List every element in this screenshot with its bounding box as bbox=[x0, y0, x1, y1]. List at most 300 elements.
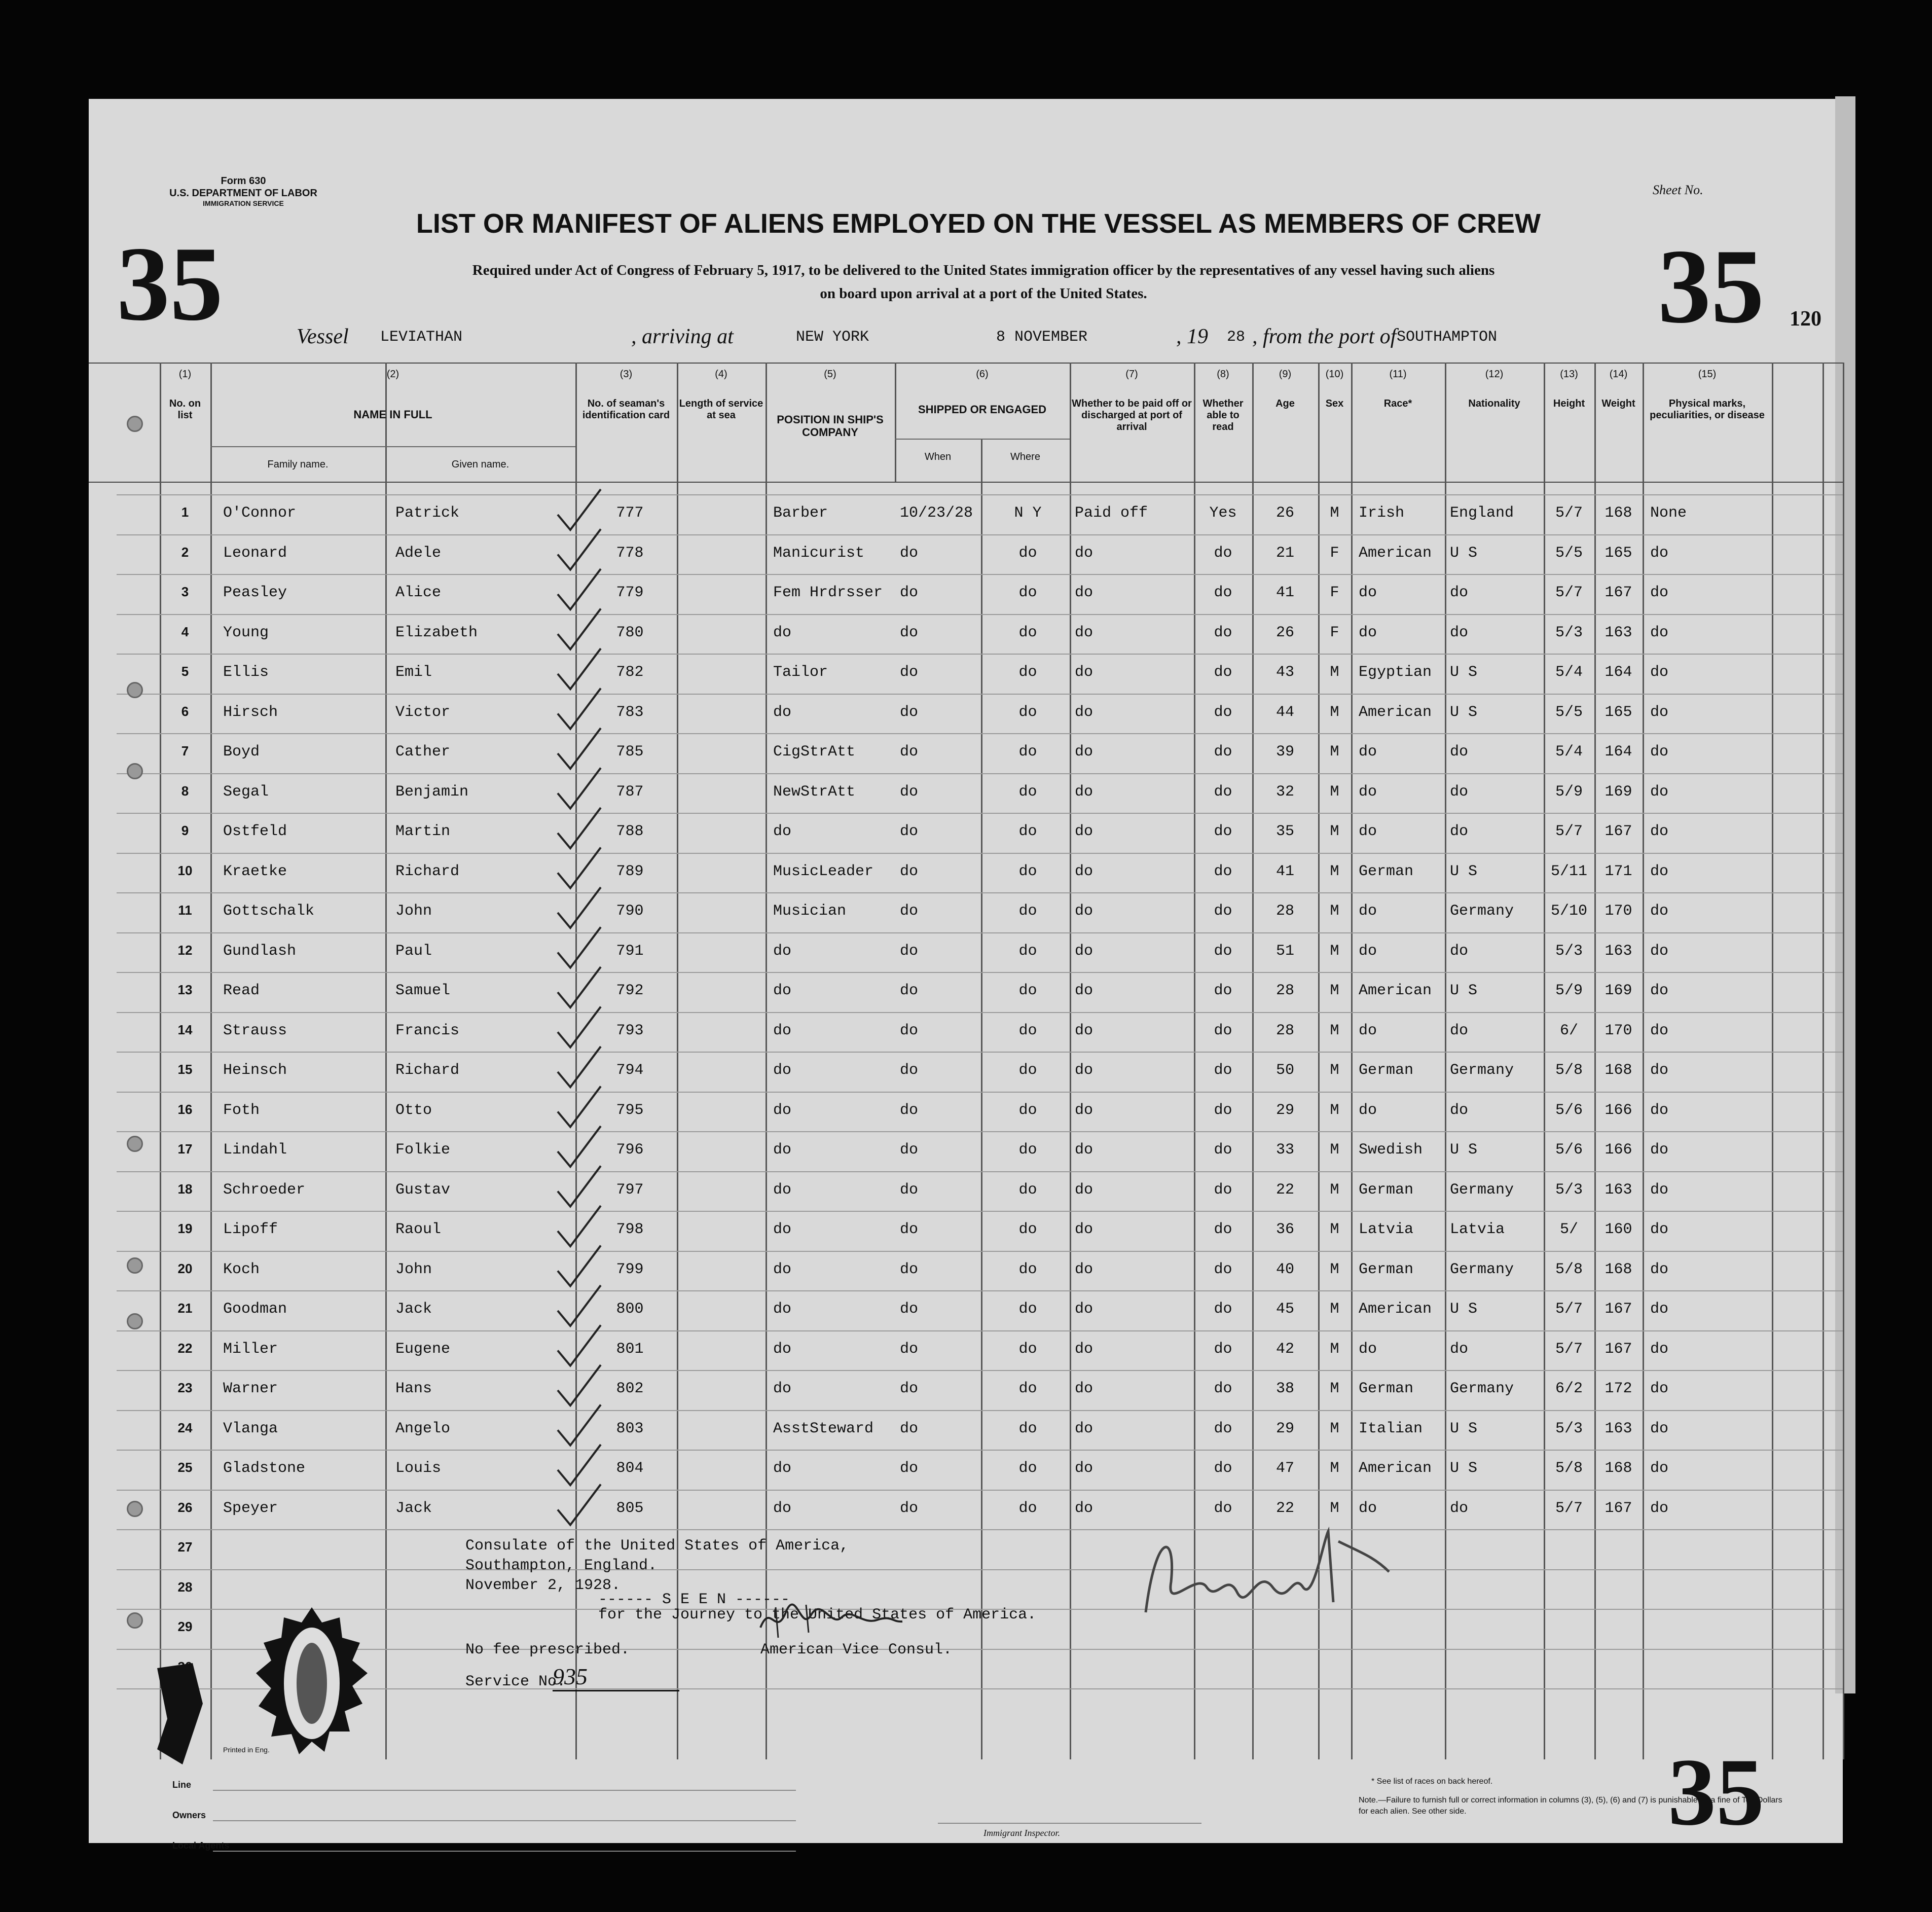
row-2-age: 21 bbox=[1275, 544, 1294, 562]
row-26-card: 805 bbox=[616, 1499, 644, 1517]
row-26-marks: do bbox=[1650, 1499, 1669, 1517]
sheet-number-right: 35 bbox=[1658, 228, 1764, 345]
row-22-nat: do bbox=[1450, 1340, 1469, 1358]
row-1-marks: None bbox=[1650, 504, 1687, 522]
row-6-nat: U S bbox=[1450, 703, 1478, 721]
row-20-position: do bbox=[773, 1260, 792, 1278]
row-19-no: 19 bbox=[177, 1221, 193, 1236]
stamp-mark-icon bbox=[147, 1658, 208, 1775]
races-footnote: * See list of races on back hereof. bbox=[1371, 1777, 1493, 1786]
arriving-port: NEW YORK bbox=[796, 329, 869, 346]
form-number: Form 630 bbox=[221, 175, 266, 187]
punch-hole bbox=[127, 1136, 143, 1152]
row-21-marks: do bbox=[1650, 1301, 1669, 1318]
row-11-family: Gottschalk bbox=[223, 903, 315, 920]
row-25-marks: do bbox=[1650, 1460, 1669, 1477]
row-17-nat: U S bbox=[1450, 1141, 1478, 1159]
row-2-nat: U S bbox=[1450, 544, 1478, 562]
row-13-read: do bbox=[1214, 982, 1232, 999]
row-21-age: 45 bbox=[1275, 1301, 1294, 1318]
row-26-sex: M bbox=[1330, 1499, 1339, 1517]
row-2-family: Leonard bbox=[223, 544, 287, 562]
row-19-height: 5/ bbox=[1559, 1221, 1578, 1238]
row-7-card: 785 bbox=[616, 743, 644, 761]
row-22-when: do bbox=[900, 1340, 919, 1358]
check-mark-icon bbox=[558, 768, 601, 809]
row-16-no: 16 bbox=[177, 1101, 193, 1117]
row-8-card: 787 bbox=[616, 783, 644, 801]
column-header-6: SHIPPED OR ENGAGED bbox=[918, 403, 1047, 416]
row-22-marks: do bbox=[1650, 1340, 1669, 1358]
row-24-weight: 163 bbox=[1605, 1420, 1632, 1437]
row-5-nat: U S bbox=[1450, 664, 1478, 681]
row-13-weight: 169 bbox=[1605, 982, 1632, 999]
local-agents-label: Local Agents bbox=[172, 1841, 230, 1851]
row-4-position: do bbox=[773, 624, 792, 641]
row-20-marks: do bbox=[1650, 1260, 1669, 1278]
column-header-10: Sex bbox=[1325, 398, 1344, 409]
row-24-where: do bbox=[1018, 1420, 1037, 1437]
row-5-age: 43 bbox=[1275, 664, 1294, 681]
row-7-sex: M bbox=[1330, 743, 1339, 761]
row-17-read: do bbox=[1214, 1141, 1232, 1159]
check-mark-icon bbox=[558, 728, 601, 769]
check-mark-icon bbox=[558, 1047, 601, 1087]
row-14-sex: M bbox=[1330, 1022, 1339, 1039]
row-15-marks: do bbox=[1650, 1062, 1669, 1079]
row-10-when: do bbox=[900, 862, 919, 880]
row-7-given: Cather bbox=[395, 743, 451, 761]
row-10-nat: U S bbox=[1450, 862, 1478, 880]
row-11-age: 28 bbox=[1275, 903, 1294, 920]
row-23-paid: do bbox=[1075, 1380, 1093, 1397]
row-16-read: do bbox=[1214, 1101, 1232, 1119]
punch-hole bbox=[127, 763, 143, 779]
row-25-paid: do bbox=[1075, 1460, 1093, 1477]
row-6-weight: 165 bbox=[1605, 703, 1632, 721]
row-24-card: 803 bbox=[616, 1420, 644, 1437]
row-19-family: Lipoff bbox=[223, 1221, 278, 1238]
row-11-when: do bbox=[900, 903, 919, 920]
row-24-paid: do bbox=[1075, 1420, 1093, 1437]
row-20-given: John bbox=[395, 1260, 432, 1278]
row-9-read: do bbox=[1214, 823, 1232, 840]
row-19-race: Latvia bbox=[1359, 1221, 1414, 1238]
row-7-marks: do bbox=[1650, 743, 1669, 761]
row-18-when: do bbox=[900, 1181, 919, 1199]
row-15-read: do bbox=[1214, 1062, 1232, 1079]
row-3-nat: do bbox=[1450, 584, 1469, 601]
row-5-marks: do bbox=[1650, 664, 1669, 681]
row-26-age: 22 bbox=[1275, 1499, 1294, 1517]
row-22-where: do bbox=[1018, 1340, 1037, 1358]
row-24-when: do bbox=[900, 1420, 919, 1437]
row-11-sex: M bbox=[1330, 903, 1339, 920]
row-8-sex: M bbox=[1330, 783, 1339, 801]
row-5-height: 5/4 bbox=[1555, 664, 1583, 681]
row-22-position: do bbox=[773, 1340, 792, 1358]
page-reference: 120 bbox=[1790, 307, 1821, 331]
subheader-when: When bbox=[924, 451, 952, 462]
check-mark-icon bbox=[558, 1206, 601, 1246]
vessel-label: Vessel bbox=[297, 325, 349, 348]
row-21-card: 800 bbox=[616, 1301, 644, 1318]
row-2-given: Adele bbox=[395, 544, 442, 562]
row-20-race: German bbox=[1359, 1260, 1414, 1278]
check-mark-icon bbox=[558, 848, 601, 888]
row-12-read: do bbox=[1214, 942, 1232, 960]
row-21-weight: 167 bbox=[1605, 1301, 1632, 1318]
row-6-no: 6 bbox=[181, 703, 189, 719]
row-26-position: do bbox=[773, 1499, 792, 1517]
row-23-when: do bbox=[900, 1380, 919, 1397]
row-6-read: do bbox=[1214, 703, 1232, 721]
column-header-15: Physical marks, peculiarities, or disease bbox=[1650, 398, 1765, 421]
row-17-when: do bbox=[900, 1141, 919, 1159]
row-4-paid: do bbox=[1075, 624, 1093, 641]
row-20-height: 5/8 bbox=[1555, 1260, 1583, 1278]
column-number-14: (14) bbox=[1609, 369, 1628, 380]
row-16-height: 5/6 bbox=[1555, 1101, 1583, 1119]
row-9-age: 35 bbox=[1275, 823, 1294, 840]
row-1-paid: Paid off bbox=[1075, 504, 1148, 522]
row-5-position: Tailor bbox=[773, 664, 828, 681]
sheet-no-label: Sheet No. bbox=[1653, 183, 1703, 197]
row-26-race: do bbox=[1359, 1499, 1377, 1517]
row-10-height: 5/11 bbox=[1550, 862, 1587, 880]
row-21-paid: do bbox=[1075, 1301, 1093, 1318]
row-19-where: do bbox=[1018, 1221, 1037, 1238]
subtitle-line-1: Required under Act of Congress of February 5, 1917, to be delivered to the United States immigration officer by the representatives of any vessel having such aliens bbox=[472, 262, 1495, 278]
row-20-where: do bbox=[1018, 1260, 1037, 1278]
check-mark-icon bbox=[558, 648, 601, 689]
row-23-height: 6/2 bbox=[1555, 1380, 1583, 1397]
row-15-no: 15 bbox=[177, 1062, 193, 1077]
row-19-read: do bbox=[1214, 1221, 1232, 1238]
row-18-card: 797 bbox=[616, 1181, 644, 1199]
row-1-when: 10/23/28 bbox=[900, 504, 973, 522]
row-18-where: do bbox=[1018, 1181, 1037, 1199]
row-6-paid: do bbox=[1075, 703, 1093, 721]
row-20-weight: 168 bbox=[1605, 1260, 1632, 1278]
row-8-height: 5/9 bbox=[1555, 783, 1583, 801]
check-mark-icon bbox=[558, 1285, 601, 1326]
column-number-11: (11) bbox=[1389, 369, 1407, 380]
row-6-age: 44 bbox=[1275, 703, 1294, 721]
row-21-height: 5/7 bbox=[1555, 1301, 1583, 1318]
column-number-12: (12) bbox=[1485, 369, 1504, 380]
row-5-sex: M bbox=[1330, 664, 1339, 681]
row-17-marks: do bbox=[1650, 1141, 1669, 1159]
subheader-family: Family name. bbox=[267, 459, 329, 470]
row-20-paid: do bbox=[1075, 1260, 1093, 1278]
row-12-age: 51 bbox=[1275, 942, 1294, 960]
row-21-position: do bbox=[773, 1301, 792, 1318]
row-2-no: 2 bbox=[181, 544, 189, 560]
row-4-when: do bbox=[900, 624, 919, 641]
row-18-no: 18 bbox=[177, 1181, 193, 1197]
row-17-position: do bbox=[773, 1141, 792, 1159]
row-14-age: 28 bbox=[1275, 1022, 1294, 1039]
row-16-marks: do bbox=[1650, 1101, 1669, 1119]
row-2-where: do bbox=[1018, 544, 1037, 562]
page-title: LIST OR MANIFEST OF ALIENS EMPLOYED ON THE VESSEL AS MEMBERS OF CREW bbox=[416, 208, 1541, 239]
consulate-line-1: Consulate of the United States of America, bbox=[465, 1537, 849, 1555]
row-23-nat: Germany bbox=[1450, 1380, 1514, 1397]
row-8-position: NewStrAtt bbox=[773, 783, 856, 801]
column-number-6: (6) bbox=[976, 369, 989, 380]
row-26-when: do bbox=[900, 1499, 919, 1517]
row-8-family: Segal bbox=[223, 783, 269, 801]
row-15-height: 5/8 bbox=[1555, 1062, 1583, 1079]
row-15-position: do bbox=[773, 1062, 792, 1079]
row-18-height: 5/3 bbox=[1555, 1181, 1583, 1199]
row-14-read: do bbox=[1214, 1022, 1232, 1039]
row-3-card: 779 bbox=[616, 584, 644, 601]
row-3-age: 41 bbox=[1275, 584, 1294, 601]
row-4-race: do bbox=[1359, 624, 1377, 641]
vice-consul-title: American Vice Consul. bbox=[760, 1641, 953, 1658]
row-11-card: 790 bbox=[616, 903, 644, 920]
row-4-sex: F bbox=[1330, 624, 1339, 641]
row-23-given: Hans bbox=[395, 1380, 432, 1397]
journey-text: for the Journey to the United States of America. bbox=[598, 1606, 1037, 1624]
row-19-paid: do bbox=[1075, 1221, 1093, 1238]
row-13-given: Samuel bbox=[395, 982, 451, 999]
row-22-no: 22 bbox=[177, 1340, 193, 1356]
row-8-given: Benjamin bbox=[395, 783, 469, 801]
row-12-paid: do bbox=[1075, 942, 1093, 960]
row-12-weight: 163 bbox=[1605, 942, 1632, 960]
row-19-given: Raoul bbox=[395, 1221, 442, 1238]
row-6-position: do bbox=[773, 703, 792, 721]
row-21-nat: U S bbox=[1450, 1301, 1478, 1318]
year-suffix: 28 bbox=[1227, 329, 1246, 346]
row-26-given: Jack bbox=[395, 1499, 432, 1517]
row-25-where: do bbox=[1018, 1460, 1037, 1477]
row-27-no: 27 bbox=[177, 1539, 193, 1555]
row-14-when: do bbox=[900, 1022, 919, 1039]
row-3-weight: 167 bbox=[1605, 584, 1632, 601]
column-header-14: Weight bbox=[1601, 398, 1635, 409]
column-header-12: Nationality bbox=[1468, 398, 1520, 409]
row-5-race: Egyptian bbox=[1359, 664, 1432, 681]
printed-in-label: Printed in Eng. bbox=[223, 1746, 270, 1754]
row-5-when: do bbox=[900, 664, 919, 681]
row-17-no: 17 bbox=[177, 1141, 193, 1157]
column-number-8: (8) bbox=[1217, 369, 1229, 380]
row-6-family: Hirsch bbox=[223, 703, 278, 721]
row-1-where: N Y bbox=[1014, 504, 1042, 522]
row-25-read: do bbox=[1214, 1460, 1232, 1477]
sheet-number-bottom: 35 bbox=[1668, 1739, 1764, 1846]
row-18-sex: M bbox=[1330, 1181, 1339, 1199]
row-15-card: 794 bbox=[616, 1062, 644, 1079]
row-15-family: Heinsch bbox=[223, 1062, 287, 1079]
check-mark-icon bbox=[558, 489, 601, 530]
row-2-race: American bbox=[1359, 544, 1432, 562]
row-13-nat: U S bbox=[1450, 982, 1478, 999]
row-5-family: Ellis bbox=[223, 664, 269, 681]
row-8-weight: 169 bbox=[1605, 783, 1632, 801]
row-4-card: 780 bbox=[616, 624, 644, 641]
row-9-given: Martin bbox=[395, 823, 451, 840]
row-7-position: CigStrAtt bbox=[773, 743, 856, 761]
row-16-sex: M bbox=[1330, 1101, 1339, 1119]
column-header-13: Height bbox=[1553, 398, 1585, 409]
row-12-marks: do bbox=[1650, 942, 1669, 960]
check-mark-icon bbox=[558, 1087, 601, 1127]
row-20-age: 40 bbox=[1275, 1260, 1294, 1278]
row-12-height: 5/3 bbox=[1555, 942, 1583, 960]
punch-hole bbox=[127, 1257, 143, 1274]
row-17-height: 5/6 bbox=[1555, 1141, 1583, 1159]
row-8-marks: do bbox=[1650, 783, 1669, 801]
row-10-weight: 171 bbox=[1605, 862, 1632, 880]
row-17-paid: do bbox=[1075, 1141, 1093, 1159]
column-header-2: NAME IN FULL bbox=[353, 408, 432, 421]
check-mark-icon bbox=[558, 689, 601, 729]
row-14-weight: 170 bbox=[1605, 1022, 1632, 1039]
row-23-sex: M bbox=[1330, 1380, 1339, 1397]
row-13-position: do bbox=[773, 982, 792, 999]
row-16-race: do bbox=[1359, 1101, 1377, 1119]
row-13-marks: do bbox=[1650, 982, 1669, 999]
row-4-weight: 163 bbox=[1605, 624, 1632, 641]
column-header-8: Whether able to read bbox=[1202, 398, 1244, 432]
check-mark-icon bbox=[558, 967, 601, 1007]
row-5-given: Emil bbox=[395, 664, 432, 681]
row-24-sex: M bbox=[1330, 1420, 1339, 1437]
row-14-marks: do bbox=[1650, 1022, 1669, 1039]
sheet-number-left: 35 bbox=[117, 225, 223, 343]
row-3-given: Alice bbox=[395, 584, 442, 601]
row-13-no: 13 bbox=[177, 982, 193, 997]
row-3-family: Peasley bbox=[223, 584, 287, 601]
row-10-sex: M bbox=[1330, 862, 1339, 880]
row-24-read: do bbox=[1214, 1420, 1232, 1437]
row-16-nat: do bbox=[1450, 1101, 1469, 1119]
row-14-family: Strauss bbox=[223, 1022, 287, 1039]
subheader-given: Given name. bbox=[451, 459, 509, 470]
row-6-race: American bbox=[1359, 703, 1432, 721]
punch-hole bbox=[127, 1313, 143, 1329]
row-23-where: do bbox=[1018, 1380, 1037, 1397]
row-24-position: AsstSteward bbox=[773, 1420, 874, 1437]
check-mark-icon bbox=[558, 1365, 601, 1405]
row-10-read: do bbox=[1214, 862, 1232, 880]
row-9-sex: M bbox=[1330, 823, 1339, 840]
row-3-when: do bbox=[900, 584, 919, 601]
row-21-given: Jack bbox=[395, 1301, 432, 1318]
row-11-paid: do bbox=[1075, 903, 1093, 920]
row-15-age: 50 bbox=[1275, 1062, 1294, 1079]
row-11-marks: do bbox=[1650, 903, 1669, 920]
row-12-position: do bbox=[773, 942, 792, 960]
row-26-where: do bbox=[1018, 1499, 1037, 1517]
row-3-read: do bbox=[1214, 584, 1232, 601]
row-20-read: do bbox=[1214, 1260, 1232, 1278]
owners-label: Owners bbox=[172, 1810, 206, 1820]
row-25-no: 25 bbox=[177, 1460, 193, 1475]
row-13-race: American bbox=[1359, 982, 1432, 999]
row-1-card: 777 bbox=[616, 504, 644, 522]
row-18-given: Gustav bbox=[395, 1181, 451, 1199]
seen-stamp: ------ S E E N ------ bbox=[598, 1591, 790, 1608]
row-15-nat: Germany bbox=[1450, 1062, 1514, 1079]
check-mark-icon bbox=[558, 529, 601, 570]
row-1-read: Yes bbox=[1209, 504, 1237, 522]
row-10-position: MusicLeader bbox=[773, 862, 874, 880]
row-7-where: do bbox=[1018, 743, 1037, 761]
row-3-race: do bbox=[1359, 584, 1377, 601]
row-9-card: 788 bbox=[616, 823, 644, 840]
column-number-10: (10) bbox=[1325, 369, 1344, 380]
row-3-marks: do bbox=[1650, 584, 1669, 601]
consul-signature bbox=[755, 1597, 907, 1643]
row-9-family: Ostfeld bbox=[223, 823, 287, 840]
row-17-age: 33 bbox=[1275, 1141, 1294, 1159]
row-11-position: Musician bbox=[773, 903, 847, 920]
row-1-family: O'Connor bbox=[223, 504, 297, 522]
row-2-height: 5/5 bbox=[1555, 544, 1583, 562]
subheader-where: Where bbox=[1010, 451, 1040, 462]
row-17-card: 796 bbox=[616, 1141, 644, 1159]
row-11-where: do bbox=[1018, 903, 1037, 920]
row-18-paid: do bbox=[1075, 1181, 1093, 1199]
row-13-height: 5/9 bbox=[1555, 982, 1583, 999]
row-19-card: 798 bbox=[616, 1221, 644, 1238]
row-8-age: 32 bbox=[1275, 783, 1294, 801]
column-number-5: (5) bbox=[824, 369, 836, 380]
check-mark-icon bbox=[558, 1166, 601, 1207]
row-25-height: 5/8 bbox=[1555, 1460, 1583, 1477]
row-2-paid: do bbox=[1075, 544, 1093, 562]
row-5-weight: 164 bbox=[1605, 664, 1632, 681]
row-19-nat: Latvia bbox=[1450, 1221, 1505, 1238]
row-5-read: do bbox=[1214, 664, 1232, 681]
row-10-race: German bbox=[1359, 862, 1414, 880]
row-21-where: do bbox=[1018, 1301, 1037, 1318]
row-12-race: do bbox=[1359, 942, 1377, 960]
row-7-age: 39 bbox=[1275, 743, 1294, 761]
row-9-when: do bbox=[900, 823, 919, 840]
row-20-family: Koch bbox=[223, 1260, 260, 1278]
department-name: U.S. DEPARTMENT OF LABOR bbox=[169, 188, 317, 199]
row-1-no: 1 bbox=[181, 504, 189, 520]
row-9-paid: do bbox=[1075, 823, 1093, 840]
row-19-marks: do bbox=[1650, 1221, 1669, 1238]
row-7-read: do bbox=[1214, 743, 1232, 761]
row-18-family: Schroeder bbox=[223, 1181, 306, 1199]
row-7-paid: do bbox=[1075, 743, 1093, 761]
consulate-line-2: Southampton, England. bbox=[465, 1557, 658, 1574]
check-mark-icon bbox=[558, 927, 601, 968]
check-mark-icon bbox=[558, 887, 601, 928]
column-header-7: Whether to be paid off or discharged at port of arrival bbox=[1072, 398, 1192, 432]
subtitle-line-2: on board upon arrival at a port of the United States. bbox=[820, 285, 1147, 302]
row-17-given: Folkie bbox=[395, 1141, 451, 1159]
row-22-read: do bbox=[1214, 1340, 1232, 1358]
row-4-height: 5/3 bbox=[1555, 624, 1583, 641]
row-16-position: do bbox=[773, 1101, 792, 1119]
punch-hole bbox=[127, 416, 143, 432]
row-13-where: do bbox=[1018, 982, 1037, 999]
row-18-nat: Germany bbox=[1450, 1181, 1514, 1199]
row-24-marks: do bbox=[1650, 1420, 1669, 1437]
row-22-race: do bbox=[1359, 1340, 1377, 1358]
row-24-family: Vlanga bbox=[223, 1420, 278, 1437]
